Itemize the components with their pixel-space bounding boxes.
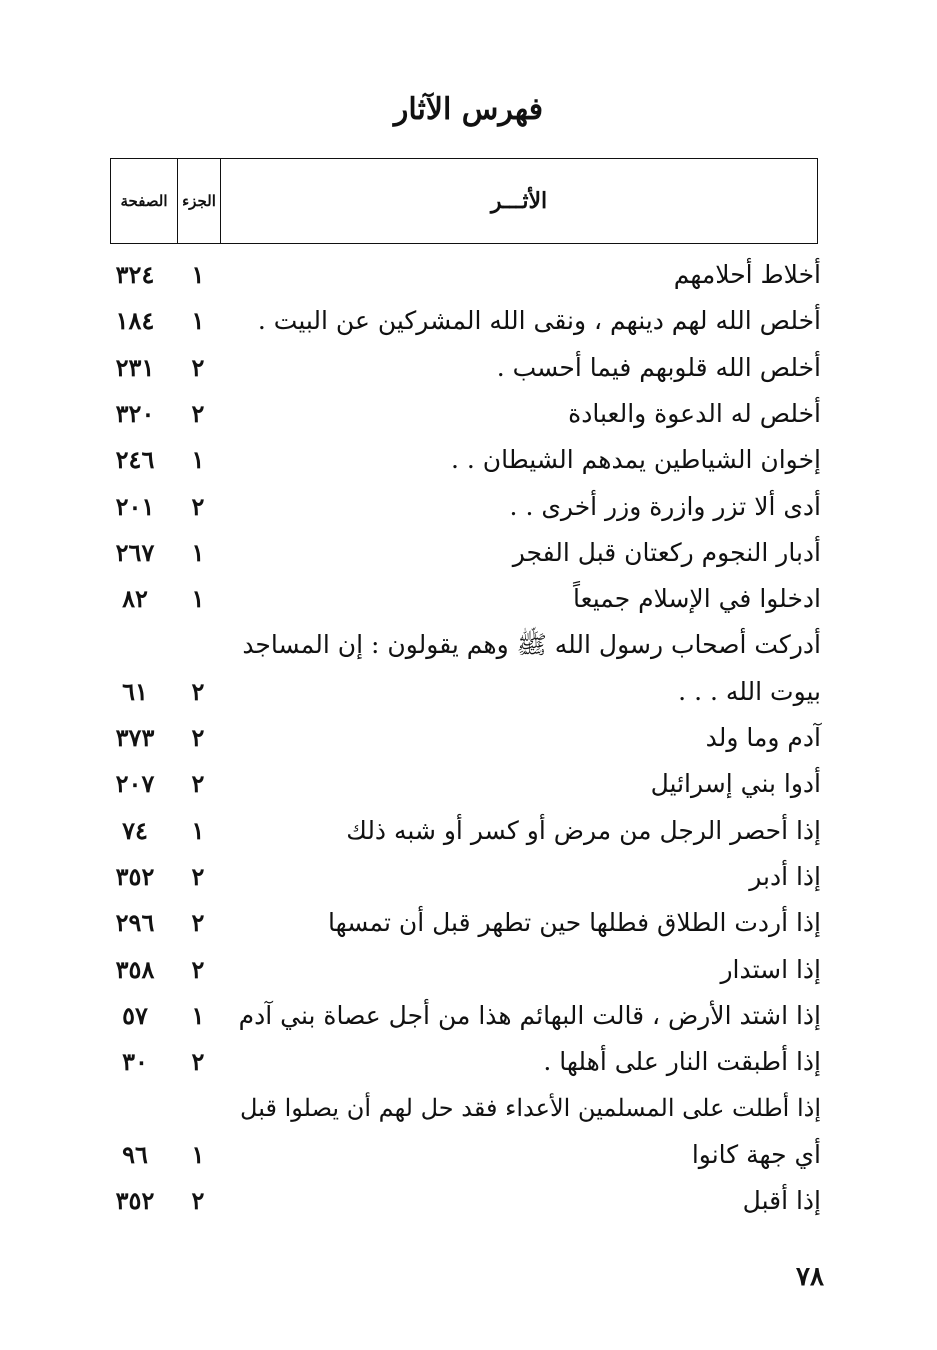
- page-ref: ٢٦٧: [115, 537, 155, 567]
- athar-text: آدم وما ولد: [705, 723, 821, 752]
- page-ref: ٣٢٤: [115, 260, 155, 289]
- page-ref: ٦١: [122, 676, 148, 706]
- juz-number: ١: [191, 445, 205, 475]
- juz-number: ١: [191, 1139, 205, 1169]
- juz-number: ١: [191, 1000, 205, 1030]
- index-row: [0, 947, 937, 993]
- page-ref: ٢٠٧: [115, 769, 155, 799]
- index-row: [0, 761, 937, 807]
- juz-number: ٢: [191, 398, 205, 428]
- page-ref: ٣٥٨: [115, 954, 155, 984]
- athar-text: إذا أطلت على المسلمين الأعداء فقد حل لهم أن يصلوا قبل: [240, 1094, 821, 1123]
- juz-number: ١: [191, 815, 205, 845]
- athar-text: إذا أدبر: [749, 861, 821, 891]
- juz-number: ١: [191, 537, 205, 567]
- athar-text: ادخلوا في الإسلام جميعاً: [573, 584, 821, 614]
- index-row: [0, 854, 937, 900]
- index-row: [0, 1039, 937, 1085]
- athar-text: أخلص الله لهم دينهم ، ونقى الله المشركين عن البيت .: [257, 306, 821, 336]
- juz-number: ٢: [191, 723, 205, 752]
- athar-text: أخلص له الدعوة والعبادة: [568, 398, 821, 428]
- juz-number: ٢: [191, 861, 205, 891]
- athar-text: أخلاط أحلامهم: [673, 260, 821, 289]
- page-ref: ٣٥٢: [115, 1186, 155, 1215]
- page-ref: [104, 622, 166, 668]
- juz-number: ١: [191, 260, 205, 289]
- page-ref: ١٨٤: [115, 306, 155, 336]
- page-ref: ٨٢: [122, 584, 148, 614]
- juz-number: ١: [191, 306, 205, 336]
- juz-number: ٢: [191, 491, 205, 521]
- index-row: [0, 530, 937, 576]
- index-row: [0, 808, 937, 854]
- athar-text: إذا أطبقت النار على أهلها .: [543, 1047, 821, 1077]
- page-ref: ٣٥٢: [115, 861, 155, 891]
- page-ref: ٣٢٠: [115, 398, 155, 428]
- athar-text: أخلص الله قلوبهم فيما أحسب .: [496, 352, 821, 382]
- page-number: ٧٨: [796, 1262, 824, 1292]
- athar-text: بيوت الله . . .: [678, 676, 821, 706]
- juz-number: ٢: [191, 769, 205, 799]
- juz-number: ٢: [191, 1047, 205, 1077]
- athar-text: إخوان الشياطين يمدهم الشيطان . .: [451, 445, 821, 475]
- index-row: [0, 576, 937, 622]
- index-row: [0, 669, 937, 715]
- index-row: [0, 252, 937, 298]
- index-row: [0, 1085, 937, 1131]
- juz-number: ٢: [191, 908, 205, 938]
- athar-text: أدبار النجوم ركعتان قبل الفجر: [512, 537, 821, 567]
- index-row: [0, 298, 937, 344]
- page-ref: ٣٠: [122, 1047, 148, 1077]
- athar-text: إذا استدار: [720, 954, 821, 984]
- index-row: [0, 437, 937, 483]
- juz-number: ٢: [191, 676, 205, 706]
- juz-number: [178, 1085, 218, 1131]
- header-athar: الأثـــر: [490, 188, 548, 214]
- athar-text: أدى ألا تزر وازرة وزر أخرى . .: [509, 491, 821, 521]
- juz-number: ٢: [191, 954, 205, 984]
- athar-text: إذا أحصر الرجل من مرض أو كسر أو شبه ذلك: [346, 815, 821, 845]
- page-ref: ٩٦: [122, 1139, 148, 1169]
- juz-number: [178, 622, 218, 668]
- page-title: فهرس الآثار: [393, 92, 544, 127]
- index-row: [0, 484, 937, 530]
- athar-text: إذا أردت الطلاق فطلها حين تطهر قبل أن تمسها: [328, 908, 821, 938]
- page-ref: ٢٩٦: [115, 908, 155, 938]
- index-row: [0, 345, 937, 391]
- athar-text: أدوا بني إسرائيل: [650, 769, 821, 799]
- index-row: [0, 900, 937, 946]
- index-row: [0, 1178, 937, 1224]
- page-ref: ٢٤٦: [115, 445, 155, 475]
- page-ref: ٣٧٣: [115, 723, 155, 752]
- juz-number: ٢: [191, 1186, 205, 1215]
- page-ref: [104, 1085, 166, 1131]
- index-row: [0, 715, 937, 761]
- header-page: الصفحة: [120, 192, 168, 210]
- athar-text: أي جهة كانوا: [691, 1139, 821, 1169]
- page-ref: ٢٣١: [115, 352, 155, 382]
- athar-text: أدركت أصحاب رسول الله ﷺ وهم يقولون : إن المساجد: [242, 630, 821, 660]
- index-row: [0, 993, 937, 1039]
- athar-text: إذا اشتد الأرض ، قالت البهائم هذا من أجل عصاة بني آدم: [238, 1000, 821, 1030]
- page-ref: ٧٤: [122, 815, 148, 845]
- index-table-header: [110, 158, 818, 244]
- page-ref: ٥٧: [122, 1000, 148, 1030]
- header-juz: الجزء: [177, 159, 221, 243]
- page-ref: ٢٠١: [115, 491, 155, 521]
- athar-text: إذا أقبل: [742, 1186, 821, 1215]
- index-row: [0, 391, 937, 437]
- juz-number: ١: [191, 584, 205, 614]
- index-row: [0, 1132, 937, 1178]
- index-row: [0, 622, 937, 668]
- juz-number: ٢: [191, 352, 205, 382]
